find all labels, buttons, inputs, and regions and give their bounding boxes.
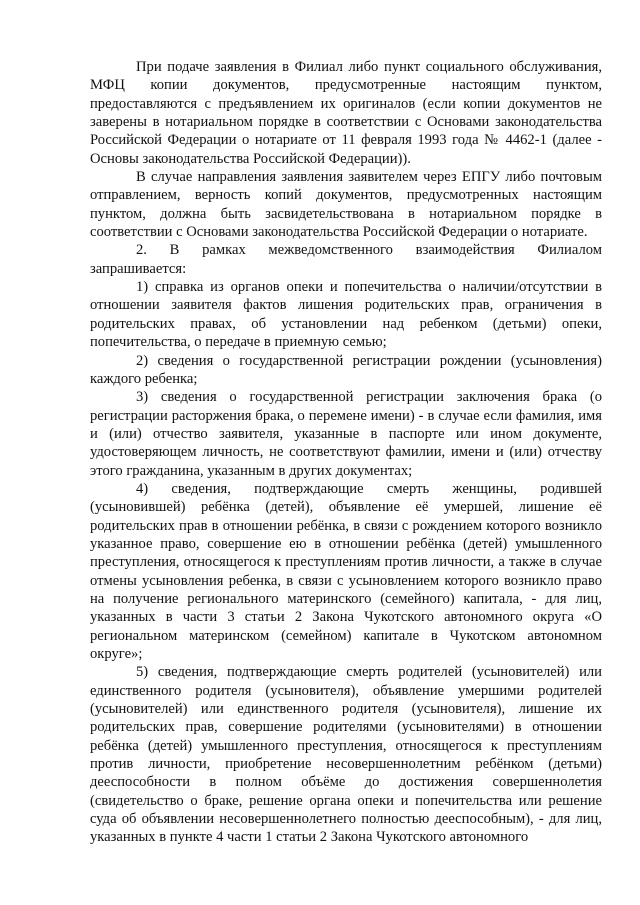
list-item-1-guardianship: 1) справка из органов опеки и попечительства о наличии/отсутствии в отношении заявителя фактов лишения родительских прав, ограничения в родительских правах, об установлении над ребенком (детьми) опеки, попечительства, о передаче в приемную семью; [90, 279, 602, 351]
list-item-2-birth-registration: 2) сведения о государственной регистрации рождении (усыновления) каждого ребенка; [90, 352, 602, 387]
list-item-5-parents-death: 5) сведения, подтверждающие смерть родителей (усыновителей) или единственного родителя (усыновителя), объявление умершими родителей (усыновителей) или единственного родителя (усыновителя), лишение их родительских прав, совершение родителями (усыновителями) в отношении ребёнка (детей) умышленного преступления, относящегося к преступлениям против личности, приобретение несовершеннолетним ребёнком (детьми) дееспособности в полном объёме до достижения совершеннолетия (свидетельство о браке, решение органа опеки и попечительства или решение суда об объявлении несовершеннолетнего полностью дееспособным), - для лиц, указанных в пункте 4 части 1 статьи 2 Закона Чукотского автономного [90, 664, 602, 846]
list-item-3-marriage-registration: 3) сведения о государственной регистрации заключения брака (о регистрации расторжения брака, о перемене имени) - в случае если фамилия, имя и (или) отчество заявителя, указанные в паспорте или ином документе, удостоверяющем личность, не соответствуют фамилии, имени и (или) отчеству этого гражданина, указанным в других документах; [90, 389, 602, 479]
paragraph-originals: При подаче заявления в Филиал либо пункт социального обслуживания, МФЦ копии документов, предусмотренные настоящим пунктом, предоставляются с предъявлением их оригиналов (если копии документов не заверены в нотариальном порядке в соответствии с Основами законодательства Российской Федерации о нотариате от 11 февраля 1993 года № 4462-1 (далее - Основы законодательства Российской Федерации)). [90, 59, 602, 167]
list-item-4-mother-death: 4) сведения, подтверждающие смерть женщины, родившей (усыновившей) ребёнка (детей), объявление её умершей, лишение её родительских прав в отношении ребёнка, в связи с рождением которого возникло указанное право, совершение ею в отношении ребёнка (детей) умышленного преступления, относящегося к преступлениям против личности, а также в случае отмены усыновления ребенка, в связи с усыновлением которого возникло право на получение регионального материнского (семейного) капитала, - для лиц, указанных в части 3 статьи 2 Закона Чукотского автономного округа «О региональном материнском (семейном) капитале в Чукотском автономном округе»; [90, 480, 602, 662]
paragraph-interagency-request: 2. В рамках межведомственного взаимодействия Филиалом запрашивается: [90, 242, 602, 277]
document-page [90, 58, 602, 847]
paragraph-epgu-copies: В случае направления заявления заявителем через ЕПГУ либо почтовым отправлением, верность копий документов, предусмотренных настоящим пунктом, должна быть засвидетельствована в нотариальном порядке в соответствии с Основами законодательства Российской Федерации о нотариате. [90, 169, 602, 241]
